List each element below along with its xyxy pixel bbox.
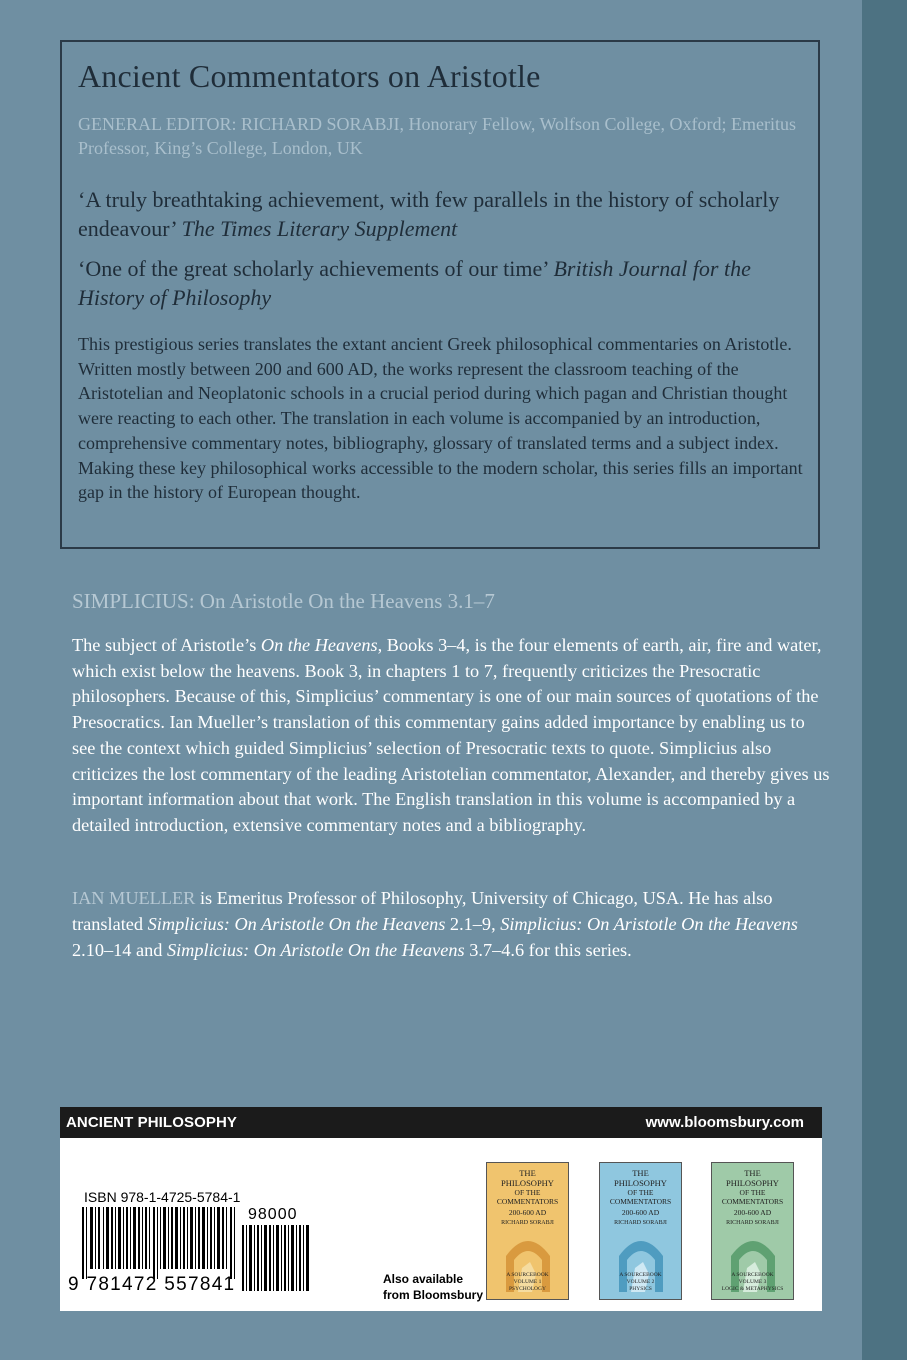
review-quote-2 xyxy=(78,254,798,312)
also-available xyxy=(383,1271,483,1303)
book-desc-italic: On the Heavens xyxy=(260,635,378,655)
quote-2-source: British Journal for the History of Philosophy xyxy=(78,256,751,310)
rb3-title-1: PHILOSOPHY xyxy=(726,1177,779,1188)
barcode-panel xyxy=(60,1138,822,1311)
rb2-title-3: COMMENTATORS xyxy=(609,1197,672,1206)
rb2-editor: RICHARD SORABJI xyxy=(614,1220,667,1226)
rb2-foot xyxy=(600,1272,681,1293)
category-band xyxy=(60,1107,822,1138)
rb1-subject: PSYCHOLOGY xyxy=(509,1286,546,1292)
rb1-foot xyxy=(487,1272,568,1293)
quote-1-text: ‘A truly breathtaking achievement, with few parallels in the history of scholarly endeavour’ xyxy=(78,187,780,241)
publisher-website[interactable]: www.bloomsbury.com xyxy=(645,1114,804,1131)
rb3-subject: LOGIC & METAPHYSICS xyxy=(721,1286,784,1292)
author-work-2: Simplicius: On Aristotle On the Heavens xyxy=(500,914,798,934)
rb3-editor: RICHARD SORABJI xyxy=(726,1220,779,1226)
rb3-volume: VOLUME 3 xyxy=(738,1279,767,1285)
review-quote-1 xyxy=(78,185,798,243)
price-barcode xyxy=(242,1225,312,1291)
ean-digits: 9 781472 557841 xyxy=(68,1274,236,1295)
rb1-label: A SOURCEBOOK xyxy=(506,1272,549,1278)
rb3-title-2: OF THE xyxy=(739,1188,766,1197)
ean-barcode xyxy=(82,1207,238,1279)
series-description: This prestigious series translates the extant ancient Greek philosophical commentaries on Aristotle. Written mostly between 200 and 600 AD, the works represent the classroom teaching of the Aristotelian and Neoplatonic schools in a crucial period during which pagan and Christian thought were reacting to each other. The translation in each volume is accompanied by an introduction, comprehensive commentary notes, bibliography, glossary of translated terms and a subject index. Making these key philosophical works accessible to the modern scholar, this series fills an important gap in the history of European thought. xyxy=(78,334,803,503)
rb3-title-3: COMMENTATORS xyxy=(721,1197,784,1206)
rb2-years: 200-600 AD xyxy=(621,1208,660,1217)
rb3-foot xyxy=(712,1272,793,1293)
author-bio-text: is Emeritus Professor of Philosophy, University of Chicago, USA. He has also translated xyxy=(72,888,773,934)
rb2-title-1: PHILOSOPHY xyxy=(614,1177,667,1188)
author-work-2-num: 2.10–14 and xyxy=(72,940,167,960)
rb1-years: 200-600 AD xyxy=(508,1208,547,1217)
spine-strip xyxy=(862,0,907,1360)
book-description xyxy=(72,633,832,839)
price-code: 98000 xyxy=(248,1206,298,1223)
general-editor: GENERAL EDITOR: RICHARD SORABJI, Honorary Fellow, Wolfson College, Oxford; Emeritus Professor, King’s College, London, UK xyxy=(78,114,797,158)
quote-2-text: ‘One of the great scholarly achievements of our time’ xyxy=(78,256,548,281)
quote-1-source: The Times Literary Supplement xyxy=(181,216,458,241)
book-desc-part-1: The subject of Aristotle’s xyxy=(72,635,261,655)
rb3-label: A SOURCEBOOK xyxy=(731,1272,774,1278)
rb2-title-2: OF THE xyxy=(627,1188,654,1197)
author-bio xyxy=(72,885,832,963)
rb2-series: THE xyxy=(632,1168,649,1178)
rb2-volume: VOLUME 2 xyxy=(626,1279,655,1285)
also-line-2: from Bloomsbury xyxy=(383,1288,484,1302)
rb3-series: THE xyxy=(744,1168,761,1178)
author-work-1-num: 2.1–9, xyxy=(445,914,501,934)
also-line-1: Also available xyxy=(383,1272,464,1286)
category-label: ANCIENT PHILOSOPHY xyxy=(66,1114,237,1131)
series-title: Ancient Commentators on Aristotle xyxy=(78,58,541,94)
author-work-3-num: 3.7–4.6 for this series. xyxy=(464,940,632,960)
rb1-title-1: PHILOSOPHY xyxy=(501,1177,554,1188)
related-book-1[interactable] xyxy=(486,1162,569,1300)
rb1-series: THE xyxy=(519,1168,536,1178)
rb2-label: A SOURCEBOOK xyxy=(619,1272,662,1278)
series-info-box xyxy=(60,40,820,549)
rb3-years: 200-600 AD xyxy=(733,1208,772,1217)
rb1-volume: VOLUME 1 xyxy=(513,1279,542,1285)
author-work-3: Simplicius: On Aristotle On the Heavens xyxy=(166,940,465,960)
rb1-editor: RICHARD SORABJI xyxy=(501,1220,554,1226)
isbn-label: ISBN 978-1-4725-5784-1 xyxy=(84,1189,241,1205)
author-name: IAN MUELLER xyxy=(72,888,196,908)
author-work-1: Simplicius: On Aristotle On the Heavens xyxy=(147,914,446,934)
rb2-subject: PHYSICS xyxy=(629,1286,652,1292)
related-book-2[interactable] xyxy=(599,1162,682,1300)
rb1-title-3: COMMENTATORS xyxy=(496,1197,559,1206)
related-book-3[interactable] xyxy=(711,1162,794,1300)
rb1-title-2: OF THE xyxy=(514,1188,541,1197)
book-desc-part-2: , Books 3–4, is the four elements of earth, air, fire and water, which exist below the heavens. Book 3, in chapters 1 to 7, frequently criticizes the Presocratic philosophers. Because of this, Simplicius’ commentary is one of our main sources of quotations of the Presocratics. Ian Mueller’s translation of this commentary gains added importance by enabling us to see the context which guided Simplicius’ selection of Presocratic texts to quote. Simplicius also criticizes the lost commentary of the leading Aristotelian commentator, Alexander, and thereby gives us important information about that work. The English translation in this volume is accompanied by a detailed introduction, extensive commentary notes and a bibliography. xyxy=(72,635,830,835)
book-title: SIMPLICIUS: On Aristotle On the Heavens 3.1–7 xyxy=(72,589,495,613)
